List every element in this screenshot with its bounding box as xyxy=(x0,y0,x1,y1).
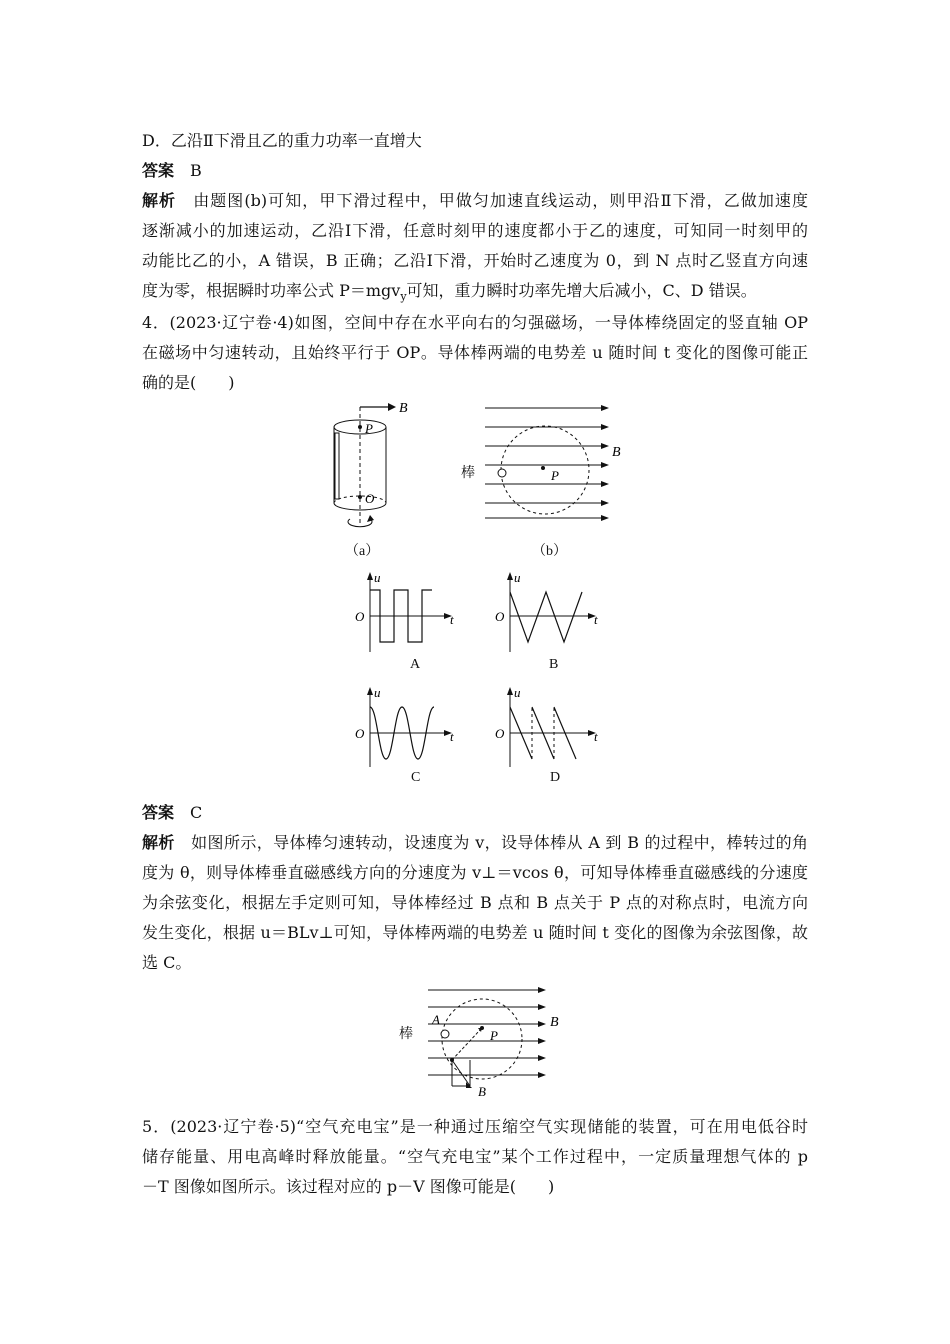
analysis-line-q3-4: 度为零，根据瞬时功率公式 P＝mgv$_y$可知，重力瞬时功率先增大后减小，C、D 错误。 xyxy=(142,281,757,304)
graph-option-a xyxy=(350,570,460,655)
analysis-line-q3-3: 动能比乙的小，A 错误，B 正确；乙沿Ⅰ下滑，开始时乙速度为 0，到 N 点时乙竖直方向速 xyxy=(142,251,808,270)
analysis-line-q3-1: 解析 由题图(b)可知，甲下滑过程中，甲做匀加速直线运动，则甲沿Ⅱ下滑，乙做加速度 xyxy=(142,191,808,210)
rod-label-analysis: 棒 xyxy=(399,1026,413,1042)
answer-line-q3 xyxy=(142,158,202,181)
label-B-analysis: B xyxy=(550,1015,559,1030)
figure-analysis-field xyxy=(420,982,565,1100)
figure-b-field xyxy=(455,400,630,525)
analysis-line-q4-4: 发生变化，根据 u＝BLv⊥可知，导体棒两端的电势差 u 随时间 t 变化的图像为余弦图像，故 xyxy=(142,923,808,942)
analysis-line-q4-1: 解析 如图所示，导体棒匀速转动，设速度为 v，设导体棒从 A 到 B 的过程中，棒转过的角 xyxy=(142,833,808,852)
svg-text:O: O xyxy=(355,609,365,624)
svg-text:t: t xyxy=(594,612,598,627)
svg-text:t: t xyxy=(450,612,454,627)
svg-text:u: u xyxy=(374,685,381,700)
answer-label: 答案 xyxy=(142,161,175,180)
svg-text:O: O xyxy=(495,609,505,624)
svg-text:t: t xyxy=(594,729,598,744)
label-P-analysis: P xyxy=(490,1028,498,1043)
figure-a-caption: （a） xyxy=(345,544,380,559)
q5-stem-3: －T 图像如图所示。该过程对应的 p－V 图像可能是( ) xyxy=(142,1177,555,1196)
label-P-b: P xyxy=(551,468,559,483)
answer-label: 答案 xyxy=(142,803,175,822)
svg-text:u: u xyxy=(374,570,381,585)
graph-option-d xyxy=(490,685,605,770)
svg-text:O: O xyxy=(495,726,505,741)
option-a-caption: A xyxy=(410,657,421,672)
graph-option-b xyxy=(490,570,605,655)
label-B-b: B xyxy=(612,445,621,460)
svg-text:O: O xyxy=(355,726,365,741)
answer-line-q4 xyxy=(142,800,202,823)
analysis-line-q4-5: 选 C。 xyxy=(142,953,192,972)
svg-text:u: u xyxy=(514,570,521,585)
label-B: B xyxy=(399,401,408,416)
label-O: O xyxy=(365,491,375,506)
q4-stem-1: 4．(2023·辽宁卷·4)如图，空间中存在水平向右的匀强磁场，一导体棒绕固定的竖直轴 OP xyxy=(142,313,808,332)
analysis-line-q4-2: 度为 θ，则导体棒垂直磁感线方向的分速度为 v⊥＝vcos θ，可知导体棒垂直磁感线的分速度 xyxy=(142,863,808,882)
option-d: D．乙沿Ⅱ下滑且乙的重力功率一直增大 xyxy=(142,131,422,150)
analysis-line-q4-3: 为余弦变化，根据左手定则可知，导体棒经过 B 点和 B 点关于 P 点的对称点时，电流方向 xyxy=(142,893,808,912)
analysis-line-q3-2: 逐渐减小的加速运动，乙沿Ⅰ下滑，任意时刻甲的速度都小于乙的速度，可知同一时刻甲的 xyxy=(142,221,808,240)
graph-option-c xyxy=(350,685,460,770)
option-d-caption: D xyxy=(550,770,561,785)
analysis-label: 解析 xyxy=(142,833,175,852)
label-P: P xyxy=(365,421,373,436)
svg-text:t: t xyxy=(450,729,454,744)
q5-stem-1: 5．(2023·辽宁卷·5)“空气充电宝”是一种通过压缩空气实现储能的装置，可在用电低谷时 xyxy=(142,1117,808,1136)
label-B-analysis-point: B xyxy=(478,1084,486,1099)
answer-value: B xyxy=(190,161,202,180)
answer-value: C xyxy=(190,803,203,822)
svg-text:u: u xyxy=(514,685,521,700)
analysis-label: 解析 xyxy=(142,191,177,210)
q4-stem-3: 确的是( ) xyxy=(142,373,235,392)
q5-stem-2: 储存能量、用电高峰时释放能量。“空气充电宝”某个工作过程中，一定质量理想气体的 p xyxy=(142,1147,808,1166)
q4-stem-2: 在磁场中匀速转动，且始终平行于 OP。导体棒两端的电势差 u 随时间 t 变化的图像可能正 xyxy=(142,343,808,362)
rod-label: 棒 xyxy=(461,465,475,481)
option-b-caption: B xyxy=(549,657,559,672)
option-c-caption: C xyxy=(411,770,421,785)
figure-b-caption: （b） xyxy=(532,544,567,559)
label-A: A xyxy=(432,1012,440,1027)
